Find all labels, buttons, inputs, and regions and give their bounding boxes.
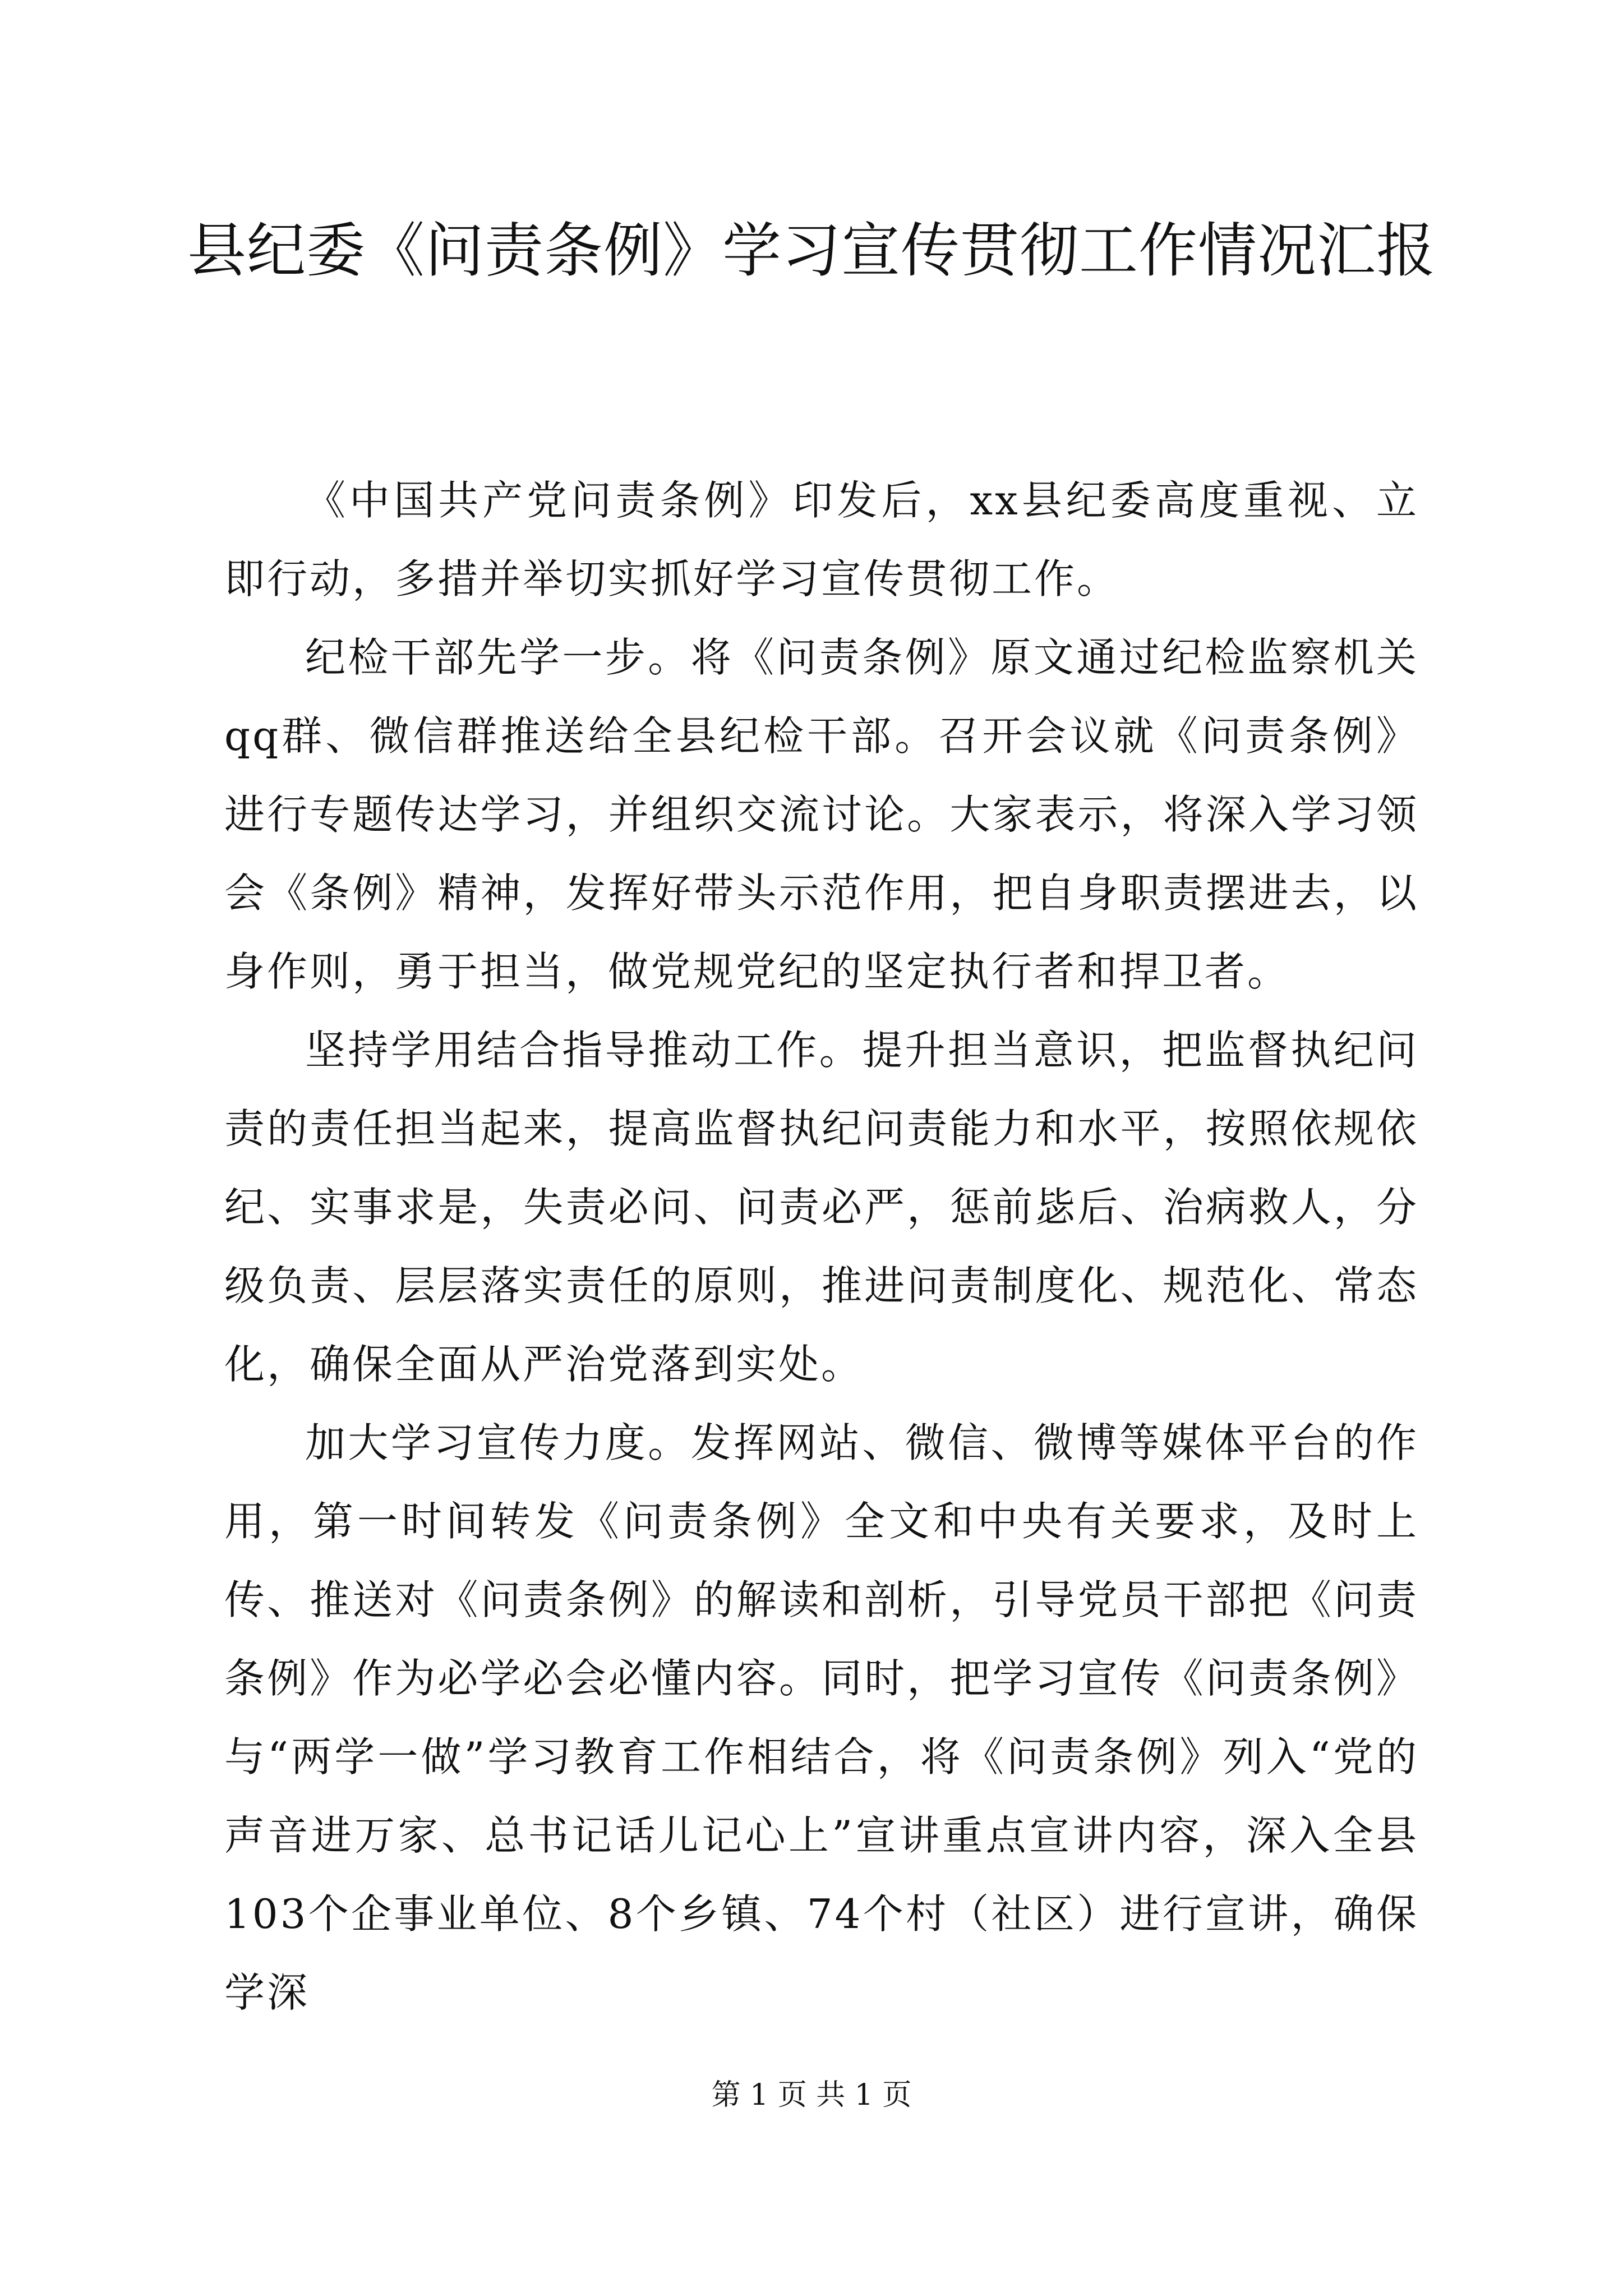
document-body: [224, 461, 1419, 2032]
paragraph-study-first: 纪检干部先学一步。将《问责条例》原文通过纪检监察机关qq群、微信群推送给全县纪检干部。召开会议就《问责条例》进行专题传达学习，并组织交流讨论。大家表示，将深入学习领会《条例》精神，发挥好带头示范作用，把自身职责摆进去，以身作则，勇于担当，做党规党纪的坚定执行者和捍卫者。: [224, 634, 1419, 995]
document-title: 县纪委《问责条例》学习宣传贯彻工作情况汇报: [187, 217, 1436, 285]
page-footer: 第 1 页 共 1 页: [711, 2078, 912, 2112]
paragraph-apply-learning: 坚持学用结合指导推动工作。提升担当意识，把监督执纪问责的责任担当起来，提高监督执纪问责能力和水平，按照依规依纪、实事求是，失责必问、问责必严，惩前毖后、治病救人，分级负责、层层落实责任的原则，推进问责制度化、规范化、常态化，确保全面从严治党落到实处。: [224, 1027, 1419, 1388]
paragraph-publicity: 加大学习宣传力度。发挥网站、微信、微博等媒体平台的作用，第一时间转发《问责条例》全文和中央有关要求，及时上传、推送对《问责条例》的解读和剖析，引导党员干部把《问责条例》作为必学必会必懂内容。同时，把学习宣传《问责条例》与“两学一做”学习教育工作相结合，将《问责条例》列入“党的声音进万家、总书记话儿记心上”宣讲重点宣讲内容，深入全县103个企事业单位、8个乡镇、74个村（社区）进行宣讲，确保学深: [224, 1419, 1419, 2016]
paragraph-intro: 《中国共产党问责条例》印发后，xx县纪委高度重视、立即行动，多措并举切实抓好学习宣传贯彻工作。: [224, 477, 1419, 602]
